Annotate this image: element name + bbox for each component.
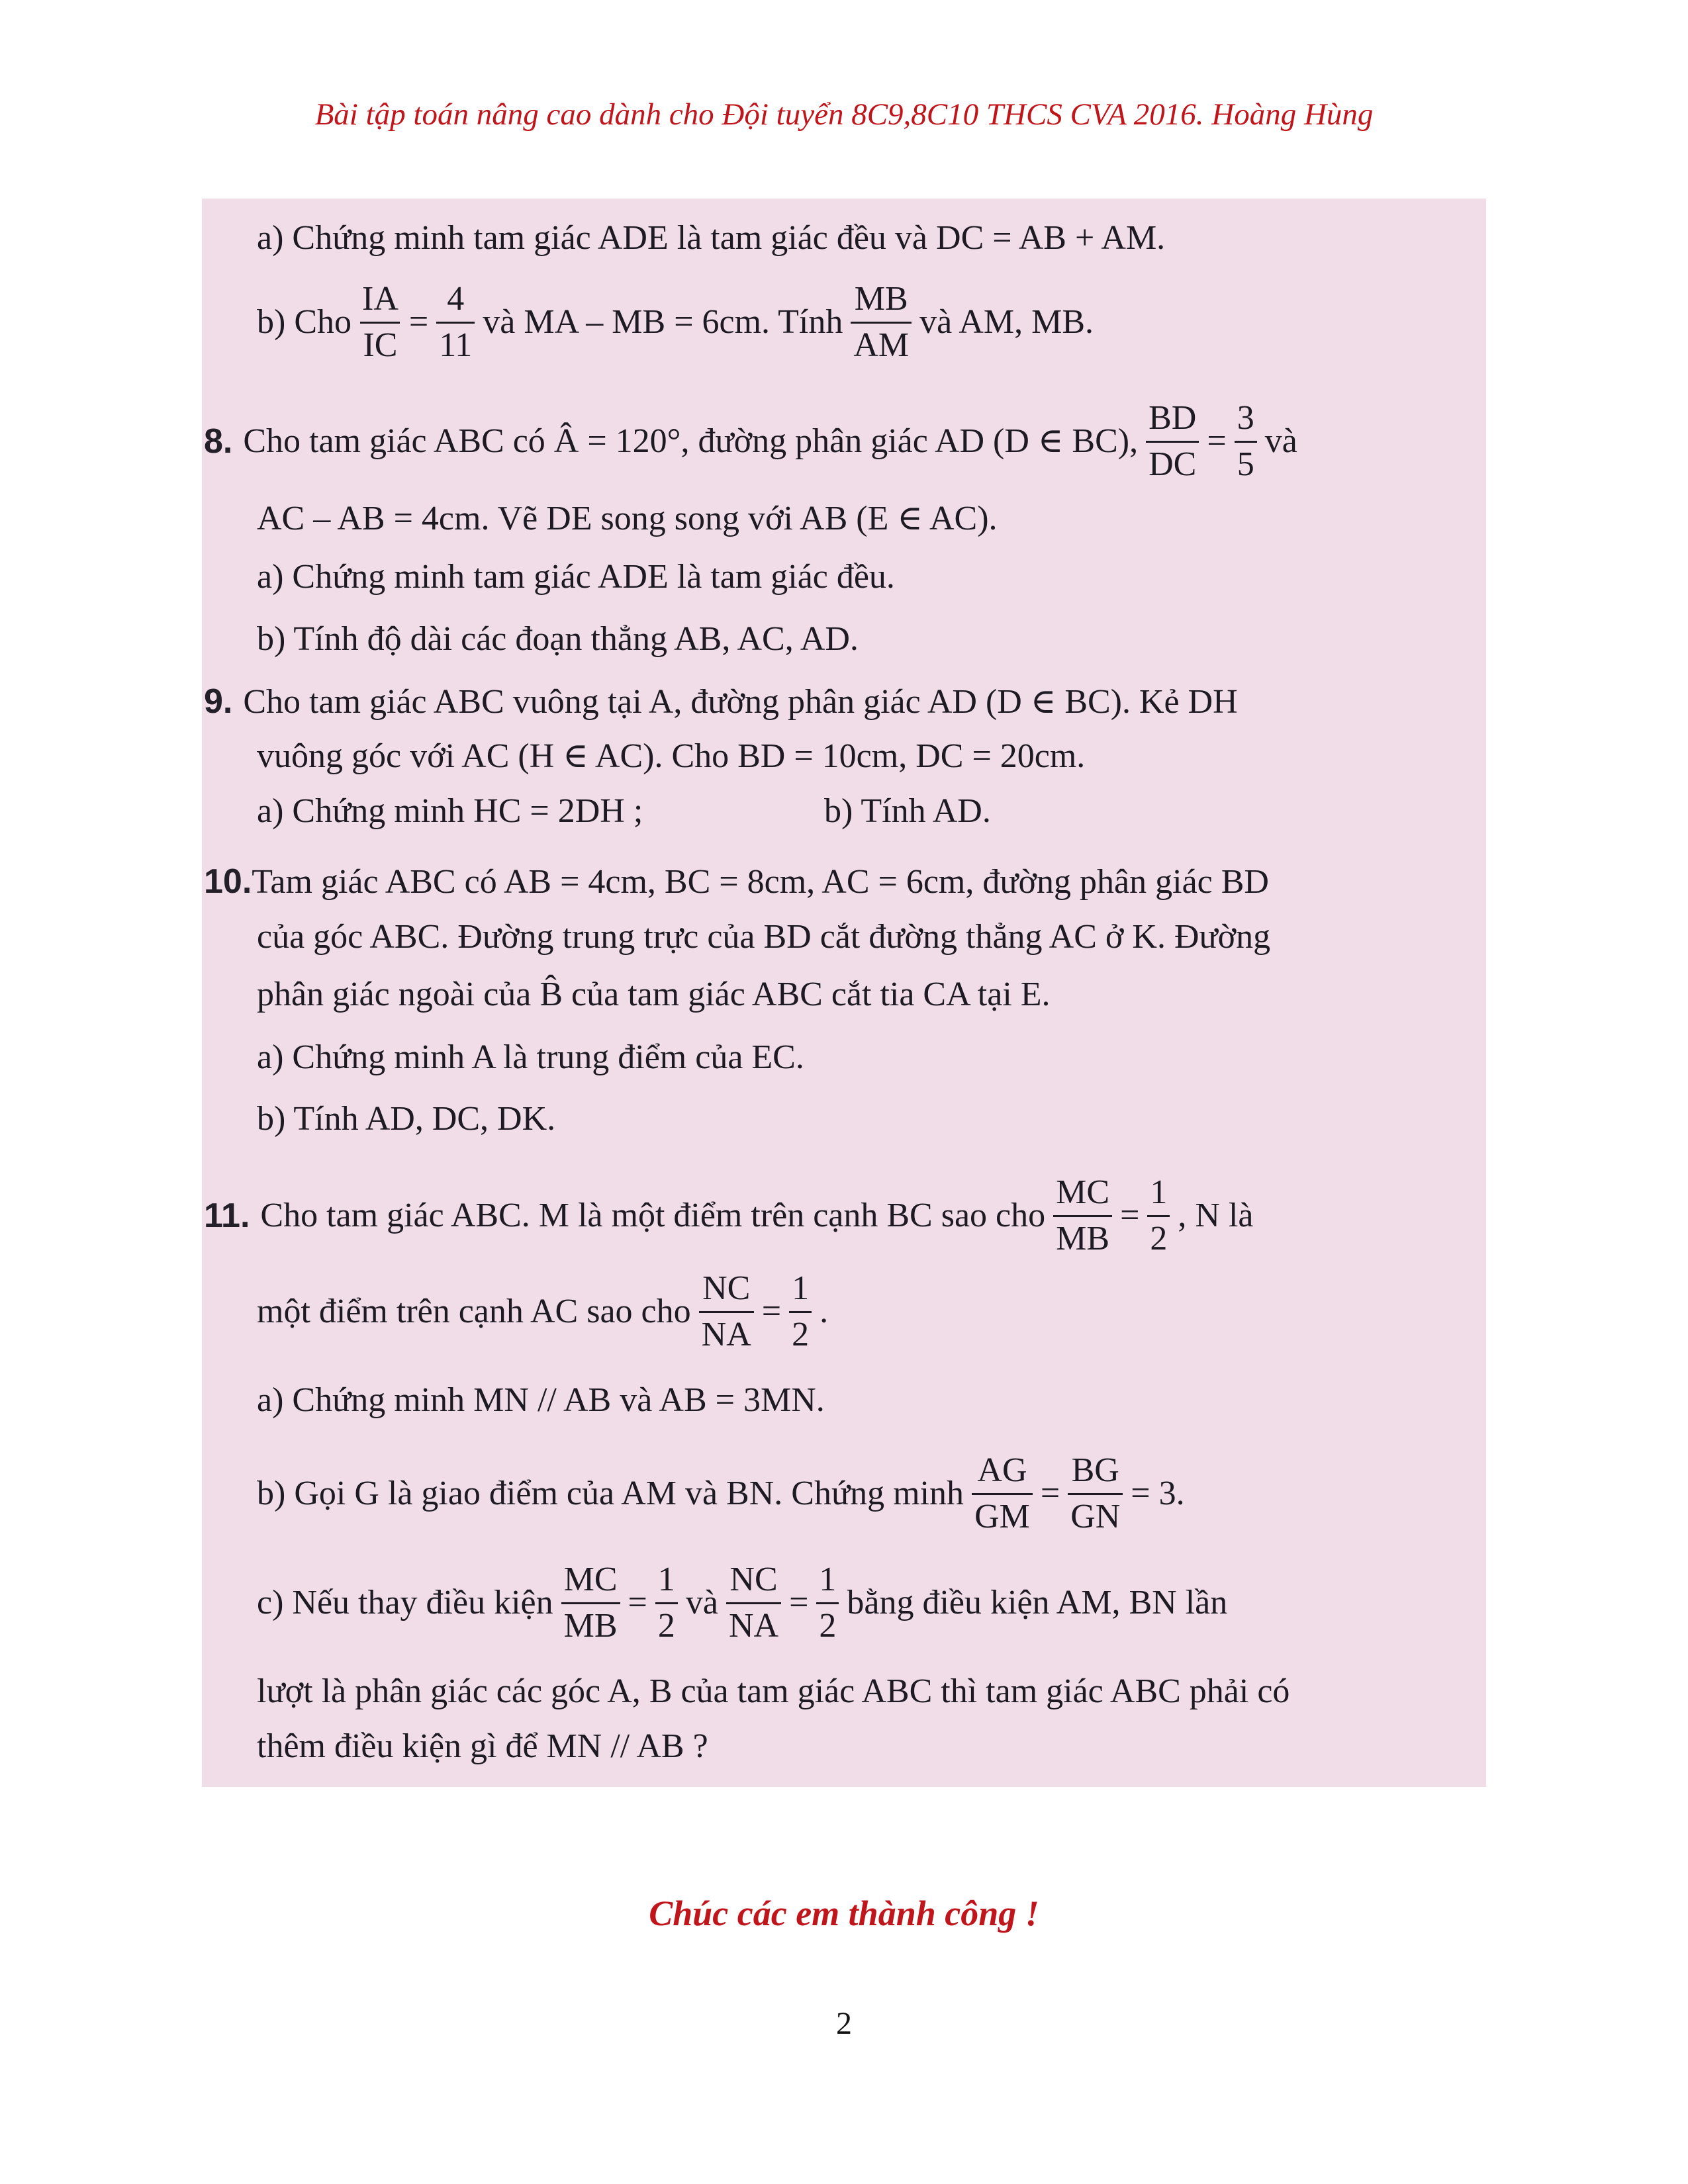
fraction-mc-mb: $\frac{MC}{MB}$ bbox=[1053, 1175, 1112, 1257]
equals-sign: = bbox=[789, 1584, 809, 1622]
problem-10-part-b: b) Tính AD, DC, DK. bbox=[257, 1100, 556, 1138]
page-header: Bài tập toán nâng cao dành cho Đội tuyển 8C9,8C10 THCS CVA 2016. Hoàng Hùng bbox=[314, 97, 1374, 132]
problem-11-text: Cho tam giác ABC. M là một điểm trên cạnh BC sao cho bbox=[260, 1197, 1046, 1235]
problem-11-number: 11. bbox=[204, 1197, 250, 1236]
problem-9-line-1 bbox=[204, 684, 1238, 719]
problem-9-line-2: vuông góc với AC (H ∈ AC). Cho BD = 10cm, DC = 20cm. bbox=[257, 737, 1086, 775]
problem-11-c-text: c) Nếu thay điều kiện bbox=[257, 1584, 553, 1622]
problem-10-text: Tam giác ABC có AB = 4cm, BC = 8cm, AC = 6cm, đường phân giác BD bbox=[252, 863, 1269, 901]
equals-sign: = bbox=[1040, 1475, 1060, 1513]
problem-11-part-c-line-3: thêm điều kiện gì để MN // AB ? bbox=[257, 1727, 708, 1765]
equals-sign: = bbox=[1207, 422, 1227, 461]
fraction-4-11: $\frac{4}{11}$ bbox=[436, 281, 475, 363]
problem-11-b-text: b) Gọi G là giao điểm của AM và BN. Chứng minh bbox=[257, 1475, 964, 1513]
problem-11-c-suffix: bằng điều kiện AM, BN lần bbox=[847, 1584, 1228, 1622]
problem-10-line-1 bbox=[204, 864, 1269, 899]
fraction-bg-gn: $\frac{BG}{GN}$ bbox=[1068, 1453, 1123, 1535]
problem-11-line-2 bbox=[257, 1271, 828, 1353]
problem-11-line-2-text: một điểm trên cạnh AC sao cho bbox=[257, 1293, 691, 1331]
problem-11-part-a: a) Chứng minh MN // AB và AB = 3MN. bbox=[257, 1381, 825, 1419]
fraction-1-2: $\frac{1}{2}$ bbox=[655, 1562, 678, 1644]
closing-message: Chúc các em thành công ! bbox=[649, 1893, 1039, 1933]
problem-8-text: Cho tam giác ABC có Â = 120°, đường phân giác AD (D ∈ BC), bbox=[243, 422, 1139, 461]
fraction-3-5: $\frac{3}{5}$ bbox=[1235, 400, 1257, 482]
problem-8-part-b: b) Tính độ dài các đoạn thẳng AB, AC, AD. bbox=[257, 620, 859, 658]
problem-8-suffix: và bbox=[1264, 422, 1297, 461]
problem-11-part-c-line-2: lượt là phân giác các góc A, B của tam giác ABC thì tam giác ABC phải có bbox=[257, 1672, 1290, 1710]
problem-9-part-b: b) Tính AD. bbox=[824, 792, 991, 830]
fraction-nc-na: $\frac{NC}{NA}$ bbox=[726, 1562, 781, 1644]
equals-sign: = bbox=[628, 1584, 647, 1622]
problem-11-suffix: , N là bbox=[1178, 1197, 1254, 1235]
conjunction-va: và bbox=[685, 1584, 718, 1622]
fraction-ia-ic: $\frac{IA}{IC}$ bbox=[359, 281, 401, 363]
prev-b-middle: và MA – MB = 6cm. Tính bbox=[483, 303, 843, 341]
problem-8-line-1 bbox=[204, 400, 1297, 482]
problem-10-line-2: của góc ABC. Đường trung trực của BD cắt đường thẳng AC ở K. Đường bbox=[257, 918, 1271, 956]
fraction-nc-na: $\frac{NC}{NA}$ bbox=[699, 1271, 754, 1353]
prev-part-b bbox=[257, 281, 1094, 363]
fraction-bd-dc: $\frac{BD}{DC}$ bbox=[1146, 400, 1199, 482]
problem-9-number: 9. bbox=[204, 682, 233, 721]
problem-11-part-b bbox=[257, 1453, 1185, 1535]
fraction-1-2: $\frac{1}{2}$ bbox=[789, 1271, 812, 1353]
problem-10-number: 10. bbox=[204, 862, 252, 901]
problem-8-number: 8. bbox=[204, 422, 233, 461]
problem-10-part-a: a) Chứng minh A là trung điểm của EC. bbox=[257, 1038, 804, 1076]
problem-11-part-c bbox=[257, 1562, 1227, 1644]
problem-8-part-a: a) Chứng minh tam giác ADE là tam giác đều. bbox=[257, 558, 895, 596]
prev-b-prefix: b) Cho bbox=[257, 303, 352, 341]
fraction-1-2: $\frac{1}{2}$ bbox=[816, 1562, 839, 1644]
fraction-ag-gm: $\frac{AG}{GM}$ bbox=[972, 1453, 1033, 1535]
page-number: 2 bbox=[836, 2006, 852, 2041]
equals-sign: = bbox=[1120, 1197, 1140, 1235]
problem-9-text: Cho tam giác ABC vuông tại A, đường phân giác AD (D ∈ BC). Kẻ DH bbox=[243, 683, 1238, 721]
prev-b-suffix: và AM, MB. bbox=[919, 303, 1094, 341]
problem-11-b-suffix: = 3. bbox=[1131, 1475, 1185, 1513]
fraction-mb-am: $\frac{MB}{AM}$ bbox=[851, 281, 912, 363]
fraction-1-2: $\frac{1}{2}$ bbox=[1147, 1175, 1170, 1257]
prev-part-a: a) Chứng minh tam giác ADE là tam giác đều và DC = AB + AM. bbox=[257, 219, 1166, 257]
equals-sign: = bbox=[761, 1293, 782, 1331]
fraction-mc-mb: $\frac{MC}{MB}$ bbox=[561, 1562, 620, 1644]
problem-9-part-a: a) Chứng minh HC = 2DH ; bbox=[257, 792, 643, 830]
problem-8-line-2: AC – AB = 4cm. Vẽ DE song song với AB (E ∈ AC). bbox=[257, 500, 998, 537]
period: . bbox=[820, 1293, 829, 1331]
equals-sign: = bbox=[408, 303, 429, 341]
problem-11-line-1 bbox=[204, 1175, 1253, 1257]
problem-10-line-3: phân giác ngoài của B̂ của tam giác ABC cắt tia CA tại E. bbox=[257, 976, 1051, 1013]
